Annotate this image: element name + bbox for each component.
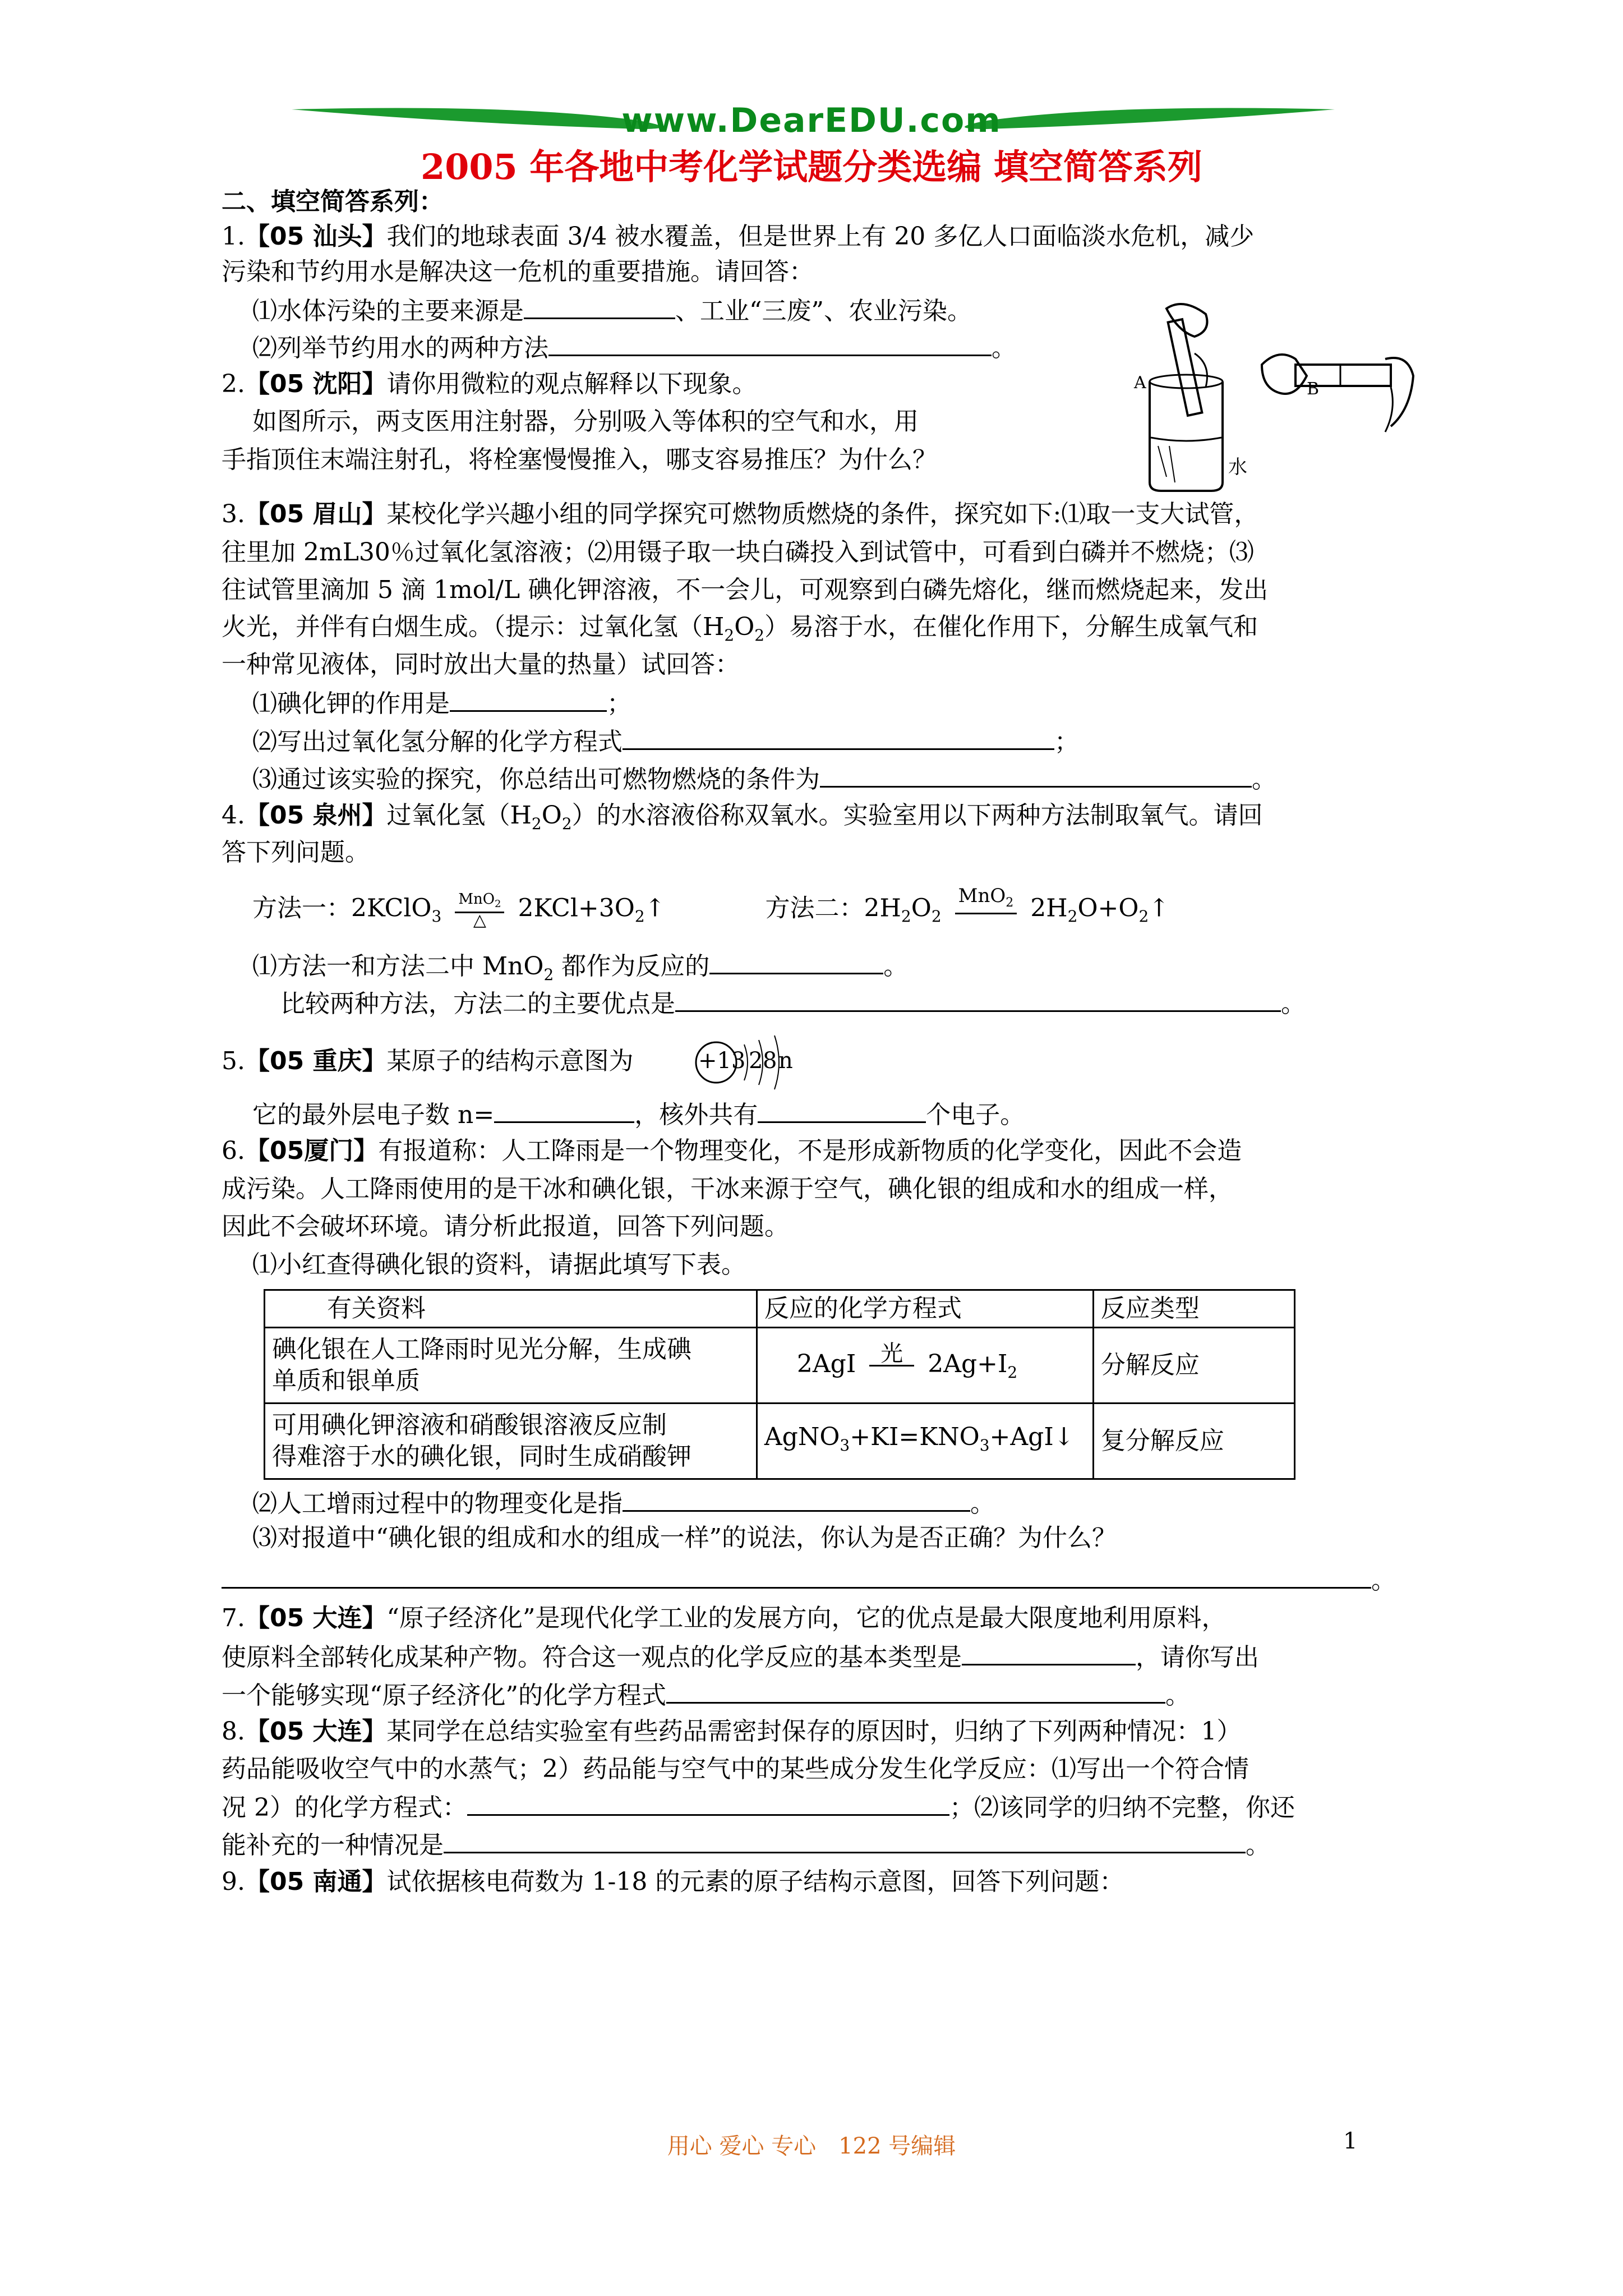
fig-label-water: 水 [1228, 456, 1247, 478]
q2-number: 2. [222, 370, 245, 398]
q7-line1: 7.【05 大连】“原子经济化”是现代化学工业的发展方向，它的优点是最大限度地利用原料， [222, 1604, 1227, 1632]
q8-line4: 能补充的一种情况是 。 [222, 1827, 1270, 1862]
q8-tag: 【05 大连】 [245, 1717, 387, 1746]
q4-line1: 4.【05 泉州】过氧化氢$(H_2O_2)$的水溶液俗称双氧水。实验室用以下两种方法制取氧气。请回 [222, 801, 1263, 833]
table-cell-equation: $AgNO_3+KI=KNO_3+AgI↓$ [757, 1404, 1093, 1479]
fig-label-a: A [1134, 373, 1146, 393]
q8-line2: 药品能吸收空气中的水蒸气；2）药品能与空气中的某些成分发生化学反应：⑴写出一个符合情 [222, 1755, 1249, 1783]
q6-sub3: ⑶对报道中“碘化银的组成和水的组成一样”的说法，你认为是否正确？为什么？ [252, 1524, 1117, 1552]
page-footer: 用心 爱心 专心 122 号编辑 [667, 2133, 956, 2159]
q7-blank2[interactable] [666, 1677, 1165, 1704]
q4-line2: 答下列问题。 [222, 838, 370, 867]
q2-line3: 手指顶住末端注射孔，将栓塞慢慢推入，哪支容易推压？为什么？ [222, 445, 937, 474]
q3-number: 3. [222, 500, 245, 528]
q1-blank1[interactable] [524, 293, 675, 319]
q6-number: 6. [222, 1137, 245, 1165]
q3-line1: 3.【05 眉山】某校化学兴趣小组的同学探究可燃物质燃烧的条件，探究如下:⑴取一支大试管， [222, 500, 1259, 528]
q2-line1: 2.【05 沈阳】请你用微粒的观点解释以下现象。 [222, 370, 757, 398]
table-cell-equation: 2AgI 光 $2Ag+I_2$ [757, 1328, 1093, 1404]
table-cell-info: 碘化银在人工降雨时见光分解，生成碘 单质和银单质 [265, 1328, 757, 1404]
q3-sub3: ⑶通过该实验的探究，你总结出可燃物燃烧的条件为 。 [252, 761, 1276, 797]
q4-blank1[interactable] [709, 948, 883, 974]
q4-m2-condition: MnO$_2$ [955, 886, 1017, 933]
q1-number: 1. [222, 222, 245, 251]
q5-tag: 【05 重庆】 [245, 1047, 387, 1075]
q3-line2: 往里加 2mL30％过氧化氢溶液；⑵用镊子取一块白磷投入到试管中，可看到白磷并不燃烧；⑶ [222, 538, 1254, 567]
q6-blank2[interactable] [222, 1562, 1371, 1589]
q3-line4: 火光，并伴有白烟生成。（提示：过氧化氢$(H_2O_2)$易溶于水，在催化作用下，分解生成氧气和 [222, 613, 1258, 645]
agi-data-table [264, 1289, 1295, 1480]
q1-blank2[interactable] [548, 330, 992, 356]
q6-answer-line: 。 [222, 1562, 1396, 1598]
q6-sub2: ⑵人工增雨过程中的物理变化是指 。 [252, 1485, 995, 1521]
table-cell-type: 复分解反应 [1093, 1404, 1294, 1479]
q6-line3: 因此不会破坏环境。请分析此报道，回答下列问题。 [222, 1212, 789, 1241]
page-number: 1 [1343, 2128, 1358, 2154]
q1-text1: 我们的地球表面 3/4 被水覆盖，但是世界上有 20 多亿人口面临淡水危机，减少 [386, 222, 1255, 251]
q4-methods: 方法一：2KClO$_3$ $\frac{MnO_2}{\triangle}$ $2KCl+3O_2↑$ 方法二：$2H_2O_2$ MnO$_2$ $2H_2O+O_2↑$ [252, 886, 1169, 933]
q4-sub1: ⑴方法一和方法二中 MnO$_2$ 都作为反应的 。 [252, 948, 908, 992]
q3-line5: 一种常见液体，同时放出大量的热量）试回答： [222, 650, 740, 679]
atom-nucleus: +13 [698, 1048, 746, 1074]
q5-blank2[interactable] [758, 1097, 926, 1123]
q7-number: 7. [222, 1604, 245, 1632]
q3-line3: 往试管里滴加 5 滴 1mol/L 碘化钾溶液，不一会儿，可观察到白磷先熔化，继而燃烧起来，发出 [222, 576, 1269, 604]
q3-tag: 【05 眉山】 [245, 500, 387, 528]
table-cell-type: 分解反应 [1093, 1328, 1294, 1404]
table-row [265, 1404, 1295, 1479]
q8-line1: 8.【05 大连】某同学在总结实验室有些药品需密封保存的原因时，归纳了下列两种情况：1） [222, 1717, 1242, 1746]
table-header-cell: 反应的化学方程式 [757, 1290, 1093, 1328]
q7-tag: 【05 大连】 [245, 1604, 387, 1632]
q5-line2: 它的最外层电子数 n= ，核外共有 个电子。 [252, 1097, 1025, 1132]
q6-blank1[interactable] [623, 1485, 970, 1512]
q3-sub1: ⑴碘化钾的作用是 ； [252, 685, 631, 721]
q5-blank1[interactable] [494, 1097, 634, 1123]
q3-sub2: ⑵写出过氧化氢分解的化学方程式 ； [252, 724, 1079, 759]
q4-number: 4. [222, 801, 245, 830]
fig-label-b: B [1307, 379, 1320, 399]
q1-sub2: ⑵列举节约用水的两种方法 。 [252, 330, 1016, 365]
table-row [265, 1328, 1295, 1404]
document-title: 2005 年各地中考化学试题分类选编 填空简答系列 [421, 146, 1202, 187]
q8-blank1[interactable] [467, 1789, 949, 1816]
q1-tag: 【05 汕头】 [245, 222, 387, 251]
q1-sub1: ⑴水体污染的主要来源是 、工业“三废”、农业污染。 [252, 293, 972, 328]
header-logo: www.DearEDU.com [621, 101, 1002, 140]
q6-line1: 6.【05厦门】有报道称：人工降雨是一个物理变化，不是形成新物质的化学变化，因此不会造 [222, 1137, 1242, 1165]
q4-m1-condition: $\frac{MnO_2}{\triangle}$ [455, 892, 504, 928]
table-header-cell: 有关资料 [265, 1290, 757, 1328]
q7-blank1[interactable] [962, 1639, 1136, 1665]
q4-blank2[interactable] [675, 986, 1281, 1012]
q8-blank2[interactable] [444, 1827, 1246, 1853]
q9-tag: 【05 南通】 [245, 1867, 387, 1896]
table-header-row [265, 1290, 1295, 1328]
table-cell-info: 可用碘化钾溶液和硝酸银溶液反应制 得难溶于水的碘化银，同时生成硝酸钾 [265, 1404, 757, 1479]
q7-line3: 一个能够实现“原子经济化”的化学方程式 。 [222, 1677, 1190, 1713]
q9-line1: 9.【05 南通】试依据核电荷数为 1-18 的元素的原子结构示意图，回答下列问题： [222, 1867, 1124, 1896]
q8-line3: 况 2）的化学方程式： ；⑵该同学的归纳不完整，你还 [222, 1789, 1295, 1825]
q4-tag: 【05 泉州】 [245, 801, 387, 830]
q6-line2: 成污染。人工降雨使用的是干冰和碘化银，干冰来源于空气，碘化银的组成和水的组成一样， [222, 1175, 1233, 1203]
q8-number: 8. [222, 1717, 245, 1746]
q4-sub2: 比较两种方法，方法二的主要优点是 。 [280, 986, 1306, 1021]
q2-line2: 如图所示，两支医用注射器，分别吸入等体积的空气和水，用 [252, 407, 919, 436]
q2-tag: 【05 沈阳】 [245, 370, 387, 398]
q5-line1: 5.【05 重庆】某原子的结构示意图为 [222, 1047, 634, 1075]
table-header-cell: 反应类型 [1093, 1290, 1294, 1328]
q9-number: 9. [222, 1867, 245, 1896]
atom-shell1: 2 [749, 1048, 763, 1074]
syringe-figure [1127, 297, 1419, 494]
q5-number: 5. [222, 1047, 245, 1075]
q3-blank3[interactable] [820, 761, 1252, 788]
q3-blank2[interactable] [623, 724, 1054, 750]
q3-blank1[interactable] [450, 685, 607, 712]
atom-shell2: 8 [763, 1048, 777, 1074]
atom-shell3: n [778, 1048, 793, 1074]
q6-sub1: ⑴小红查得碘化银的资料，请据此填写下表。 [252, 1250, 746, 1279]
section-title: 二、填空简答系列： [222, 187, 444, 216]
q7-line2: 使原料全部转化成某种产物。符合这一观点的化学反应的基本类型是 ，请你写出 [222, 1639, 1259, 1674]
q1-line1 [222, 220, 1254, 254]
q1-line2: 污染和节约用水是解决这一危机的重要措施。请回答： [222, 257, 814, 286]
q6-tag: 【05厦门】 [245, 1137, 379, 1165]
